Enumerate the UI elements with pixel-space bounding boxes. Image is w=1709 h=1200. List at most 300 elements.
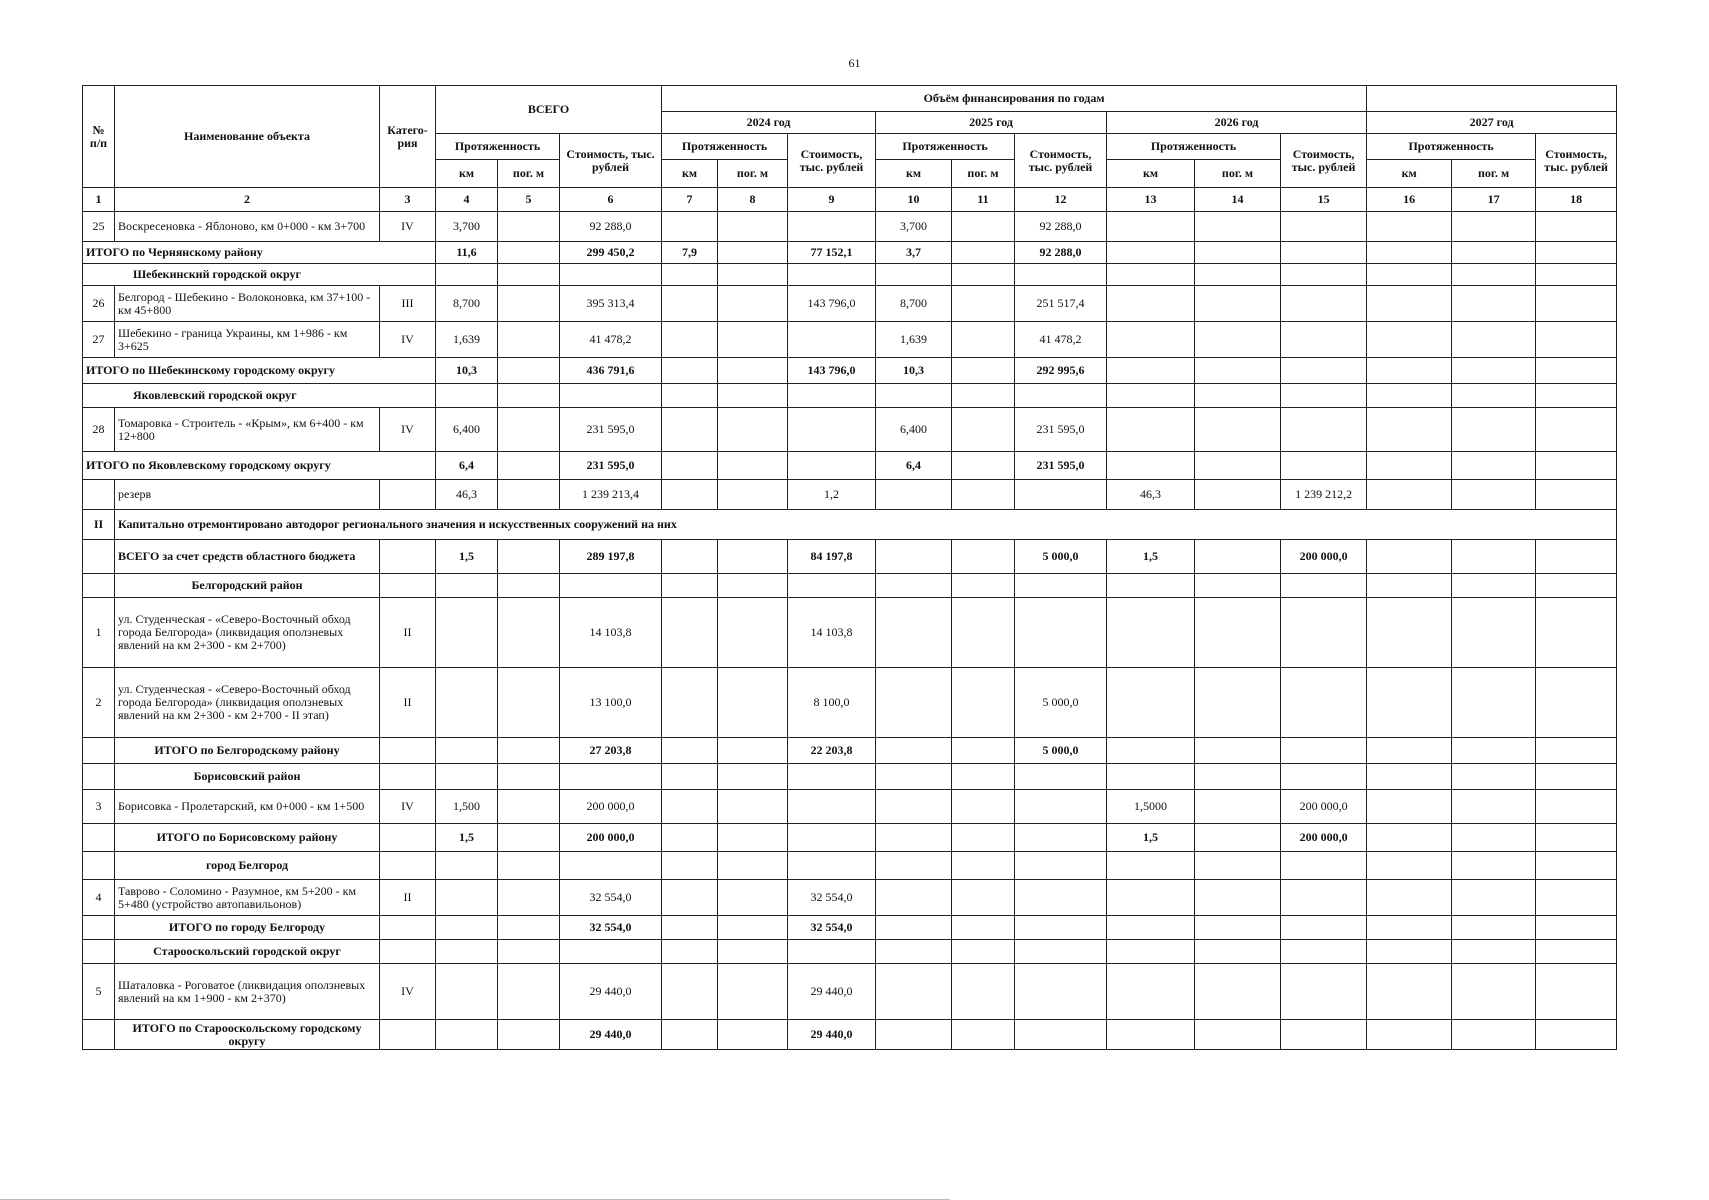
value-cell <box>1367 880 1452 916</box>
value-cell <box>1107 286 1195 322</box>
row-number <box>83 540 115 574</box>
value-cell <box>718 764 788 790</box>
value-cell <box>1015 384 1107 408</box>
value-cell <box>1367 574 1452 598</box>
table-row <box>83 790 1617 824</box>
value-cell <box>1367 322 1452 358</box>
category <box>380 540 436 574</box>
value-cell <box>1195 358 1281 384</box>
value-cell <box>1536 384 1617 408</box>
row-number: 3 <box>83 790 115 824</box>
value-cell <box>1107 940 1195 964</box>
value-cell <box>662 264 718 286</box>
value-cell <box>1452 574 1536 598</box>
value-cell <box>1195 384 1281 408</box>
value-cell <box>662 964 718 1020</box>
object-name: ул. Студенческая - «Северо-Восточный обход города Белгорода» (ликвидация оползневых явлений на км 2+300 - км 2+700 - II этап) <box>115 668 380 738</box>
value-cell <box>876 764 952 790</box>
value-cell <box>718 668 788 738</box>
column-number: 5 <box>498 188 560 212</box>
value-cell <box>1536 940 1617 964</box>
value-cell <box>1281 452 1367 480</box>
value-cell <box>1452 916 1536 940</box>
header-length: Протяженность <box>662 134 788 160</box>
value-cell <box>1195 286 1281 322</box>
value-cell <box>1452 598 1536 668</box>
category: IV <box>380 322 436 358</box>
value-cell <box>1281 764 1367 790</box>
value-cell <box>876 264 952 286</box>
value-cell <box>876 916 952 940</box>
value-cell <box>1195 212 1281 242</box>
header-name: Наименование объекта <box>115 86 380 188</box>
column-number: 15 <box>1281 188 1367 212</box>
value-cell <box>1195 242 1281 264</box>
value-cell <box>1195 824 1281 852</box>
value-cell <box>560 264 662 286</box>
value-cell <box>662 384 718 408</box>
value-cell <box>662 940 718 964</box>
category: II <box>380 668 436 738</box>
value-cell <box>952 916 1015 940</box>
value-cell: 231 595,0 <box>1015 452 1107 480</box>
value-cell: 32 554,0 <box>560 916 662 940</box>
column-number: 11 <box>952 188 1015 212</box>
value-cell <box>1452 212 1536 242</box>
value-cell <box>718 574 788 598</box>
row-number <box>83 824 115 852</box>
value-cell <box>952 824 1015 852</box>
table-row <box>83 574 1617 598</box>
value-cell <box>1195 738 1281 764</box>
value-cell: 5 000,0 <box>1015 540 1107 574</box>
value-cell <box>1452 824 1536 852</box>
header-year-2026: 2026 год <box>1107 112 1367 134</box>
value-cell <box>1107 668 1195 738</box>
value-cell <box>1015 852 1107 880</box>
table-row <box>83 212 1617 242</box>
value-cell <box>1107 264 1195 286</box>
row-number <box>83 852 115 880</box>
value-cell <box>498 852 560 880</box>
value-cell <box>952 480 1015 510</box>
value-cell <box>1195 852 1281 880</box>
value-cell <box>718 322 788 358</box>
header-m: пог. м <box>718 160 788 188</box>
object-name: Борисовка - Пролетарский, км 0+000 - км 1+500 <box>115 790 380 824</box>
value-cell <box>1452 242 1536 264</box>
value-cell: 8,700 <box>436 286 498 322</box>
value-cell <box>876 940 952 964</box>
value-cell <box>498 574 560 598</box>
value-cell <box>788 940 876 964</box>
value-cell <box>718 452 788 480</box>
value-cell <box>662 764 718 790</box>
value-cell <box>1107 574 1195 598</box>
value-cell: 1,639 <box>436 322 498 358</box>
column-number: 13 <box>1107 188 1195 212</box>
value-cell <box>436 964 498 1020</box>
value-cell <box>718 824 788 852</box>
header-year-2025: 2025 год <box>876 112 1107 134</box>
value-cell <box>1195 598 1281 668</box>
value-cell <box>662 1020 718 1050</box>
total-label: ИТОГО по Яковлевскому городскому округу <box>83 452 436 480</box>
column-number: 18 <box>1536 188 1617 212</box>
table-row <box>83 824 1617 852</box>
value-cell <box>788 452 876 480</box>
value-cell <box>1367 358 1452 384</box>
value-cell <box>1452 764 1536 790</box>
value-cell <box>876 964 952 1020</box>
value-cell <box>1452 852 1536 880</box>
value-cell <box>436 852 498 880</box>
value-cell <box>436 598 498 668</box>
value-cell <box>498 322 560 358</box>
value-cell <box>436 764 498 790</box>
value-cell: 1,5 <box>436 824 498 852</box>
value-cell <box>788 790 876 824</box>
value-cell <box>1107 598 1195 668</box>
value-cell <box>1107 408 1195 452</box>
value-cell: 5 000,0 <box>1015 668 1107 738</box>
table-row <box>83 880 1617 916</box>
value-cell: 200 000,0 <box>1281 790 1367 824</box>
value-cell <box>1367 964 1452 1020</box>
table-row <box>83 264 1617 286</box>
value-cell <box>1452 322 1536 358</box>
value-cell <box>1452 880 1536 916</box>
value-cell <box>436 916 498 940</box>
category <box>380 1020 436 1050</box>
value-cell: 1,2 <box>788 480 876 510</box>
value-cell <box>498 212 560 242</box>
value-cell: 14 103,8 <box>560 598 662 668</box>
value-cell <box>718 408 788 452</box>
category: II <box>380 598 436 668</box>
table-row <box>83 852 1617 880</box>
value-cell <box>876 738 952 764</box>
value-cell <box>952 738 1015 764</box>
value-cell <box>718 286 788 322</box>
value-cell <box>662 322 718 358</box>
value-cell <box>788 384 876 408</box>
header-km: км <box>1107 160 1195 188</box>
table-row <box>83 322 1617 358</box>
value-cell <box>1195 574 1281 598</box>
value-cell <box>662 852 718 880</box>
value-cell <box>1367 408 1452 452</box>
value-cell <box>662 824 718 852</box>
value-cell <box>1195 940 1281 964</box>
value-cell <box>788 322 876 358</box>
value-cell <box>952 264 1015 286</box>
value-cell <box>1195 964 1281 1020</box>
value-cell <box>1281 738 1367 764</box>
value-cell <box>662 452 718 480</box>
value-cell: 29 440,0 <box>788 964 876 1020</box>
value-cell <box>1107 852 1195 880</box>
value-cell: 1,5000 <box>1107 790 1195 824</box>
value-cell <box>788 408 876 452</box>
category <box>380 574 436 598</box>
value-cell <box>436 668 498 738</box>
value-cell <box>1367 940 1452 964</box>
value-cell <box>1536 574 1617 598</box>
value-cell <box>1015 940 1107 964</box>
value-cell <box>1107 384 1195 408</box>
value-cell <box>1367 212 1452 242</box>
value-cell <box>788 852 876 880</box>
row-number <box>83 1020 115 1050</box>
value-cell: 11,6 <box>436 242 498 264</box>
value-cell <box>436 738 498 764</box>
value-cell <box>436 264 498 286</box>
value-cell <box>1107 916 1195 940</box>
value-cell <box>1015 764 1107 790</box>
table-row <box>83 510 1617 540</box>
value-cell <box>1107 1020 1195 1050</box>
value-cell <box>1195 480 1281 510</box>
value-cell: 6,4 <box>876 452 952 480</box>
value-cell: 1,5 <box>1107 824 1195 852</box>
table-row <box>83 598 1617 668</box>
value-cell <box>876 1020 952 1050</box>
value-cell: 1,5 <box>1107 540 1195 574</box>
value-cell <box>1536 264 1617 286</box>
value-cell <box>1281 358 1367 384</box>
value-cell <box>1536 322 1617 358</box>
value-cell <box>1281 880 1367 916</box>
value-cell <box>498 916 560 940</box>
table-row <box>83 764 1617 790</box>
value-cell <box>1015 598 1107 668</box>
district-title: Старооскольский городской округ <box>115 940 380 964</box>
total-label: ИТОГО по Старооскольскому городскому округу <box>115 1020 380 1050</box>
value-cell: 22 203,8 <box>788 738 876 764</box>
value-cell <box>1107 880 1195 916</box>
header-length: Протяженность <box>876 134 1015 160</box>
value-cell <box>952 358 1015 384</box>
row-number: 1 <box>83 598 115 668</box>
value-cell <box>876 574 952 598</box>
value-cell: 231 595,0 <box>560 408 662 452</box>
total-label: ИТОГО по Белгородскому району <box>115 738 380 764</box>
value-cell <box>1107 358 1195 384</box>
value-cell: 3,700 <box>876 212 952 242</box>
value-cell: 92 288,0 <box>1015 212 1107 242</box>
value-cell <box>498 408 560 452</box>
value-cell <box>1536 880 1617 916</box>
value-cell <box>1195 880 1281 916</box>
value-cell <box>662 212 718 242</box>
value-cell: 3,7 <box>876 242 952 264</box>
value-cell: 29 440,0 <box>788 1020 876 1050</box>
value-cell <box>560 852 662 880</box>
value-cell <box>788 824 876 852</box>
value-cell <box>1107 764 1195 790</box>
value-cell <box>952 852 1015 880</box>
value-cell <box>1015 480 1107 510</box>
header-year-2027: 2027 год <box>1367 112 1617 134</box>
value-cell <box>1195 408 1281 452</box>
category <box>380 940 436 964</box>
value-cell: 46,3 <box>1107 480 1195 510</box>
value-cell <box>718 540 788 574</box>
value-cell: 143 796,0 <box>788 286 876 322</box>
value-cell <box>952 598 1015 668</box>
value-cell: 292 995,6 <box>1015 358 1107 384</box>
category: II <box>380 880 436 916</box>
object-name: ул. Студенческая - «Северо-Восточный обход города Белгорода» (ликвидация оползневых явлений на км 2+300 - км 2+700) <box>115 598 380 668</box>
header-funding-ext <box>1367 86 1617 112</box>
total-label: ИТОГО по Шебекинскому городскому округу <box>83 358 436 384</box>
district-title: Белгородский район <box>115 574 380 598</box>
column-number: 9 <box>788 188 876 212</box>
value-cell <box>498 358 560 384</box>
value-cell <box>560 384 662 408</box>
value-cell <box>1367 824 1452 852</box>
value-cell <box>498 286 560 322</box>
value-cell <box>436 1020 498 1050</box>
value-cell: 1 239 213,4 <box>560 480 662 510</box>
value-cell: 84 197,8 <box>788 540 876 574</box>
header-length: Протяженность <box>1107 134 1281 160</box>
value-cell: 10,3 <box>876 358 952 384</box>
value-cell <box>1015 824 1107 852</box>
value-cell <box>718 738 788 764</box>
value-cell <box>876 480 952 510</box>
table-row <box>83 480 1617 510</box>
object-name: Шаталовка - Роговатое (ликвидация оползневых явлений на км 1+900 - км 2+370) <box>115 964 380 1020</box>
header-length: Протяженность <box>1367 134 1536 160</box>
value-cell <box>1367 384 1452 408</box>
value-cell <box>662 358 718 384</box>
total-label: ИТОГО по Борисовскому району <box>115 824 380 852</box>
value-cell: 29 440,0 <box>560 964 662 1020</box>
value-cell <box>662 480 718 510</box>
header-cost: Стоимость, тыс. рублей <box>1015 134 1107 188</box>
value-cell <box>1281 384 1367 408</box>
value-cell <box>876 880 952 916</box>
value-cell <box>952 286 1015 322</box>
row-number <box>83 480 115 510</box>
category: IV <box>380 790 436 824</box>
value-cell <box>1452 408 1536 452</box>
value-cell <box>1452 1020 1536 1050</box>
header-cost: Стоимость, тыс. рублей <box>1536 134 1617 188</box>
value-cell <box>1452 790 1536 824</box>
value-cell <box>662 540 718 574</box>
row-number: 5 <box>83 964 115 1020</box>
value-cell <box>952 940 1015 964</box>
value-cell: 200 000,0 <box>560 790 662 824</box>
column-number: 17 <box>1452 188 1536 212</box>
header-no: № п/п <box>83 86 115 188</box>
value-cell <box>498 242 560 264</box>
value-cell <box>1536 738 1617 764</box>
row-number <box>83 764 115 790</box>
value-cell <box>1367 1020 1452 1050</box>
value-cell <box>718 598 788 668</box>
value-cell: 13 100,0 <box>560 668 662 738</box>
value-cell <box>662 408 718 452</box>
value-cell <box>788 764 876 790</box>
value-cell <box>718 964 788 1020</box>
value-cell <box>952 540 1015 574</box>
section-title: Капитально отремонтировано автодорог регионального значения и искусственных сооружений на них <box>115 510 1617 540</box>
value-cell <box>662 790 718 824</box>
value-cell <box>1452 358 1536 384</box>
header-m: пог. м <box>952 160 1015 188</box>
header-cost: Стоимость, тыс. рублей <box>1281 134 1367 188</box>
value-cell <box>1281 212 1367 242</box>
value-cell <box>876 790 952 824</box>
category <box>380 764 436 790</box>
value-cell <box>1367 480 1452 510</box>
value-cell: 289 197,8 <box>560 540 662 574</box>
value-cell <box>718 880 788 916</box>
value-cell <box>1452 940 1536 964</box>
value-cell <box>876 384 952 408</box>
value-cell <box>1281 322 1367 358</box>
value-cell <box>1452 480 1536 510</box>
value-cell <box>952 574 1015 598</box>
value-cell <box>1107 964 1195 1020</box>
table-row <box>83 242 1617 264</box>
page-number: 61 <box>848 56 861 70</box>
value-cell <box>1536 540 1617 574</box>
value-cell: 6,400 <box>876 408 952 452</box>
value-cell <box>718 1020 788 1050</box>
value-cell <box>1195 264 1281 286</box>
total-label: ИТОГО по Чернянскому району <box>83 242 436 264</box>
table-row <box>83 1020 1617 1050</box>
value-cell <box>498 964 560 1020</box>
value-cell <box>1536 964 1617 1020</box>
value-cell: 32 554,0 <box>788 880 876 916</box>
value-cell <box>1452 738 1536 764</box>
category: IV <box>380 408 436 452</box>
value-cell <box>718 480 788 510</box>
value-cell <box>1015 1020 1107 1050</box>
value-cell <box>1281 852 1367 880</box>
row-number <box>83 574 115 598</box>
value-cell <box>1107 322 1195 358</box>
value-cell <box>1195 790 1281 824</box>
value-cell <box>498 738 560 764</box>
category: IV <box>380 212 436 242</box>
row-number: 27 <box>83 322 115 358</box>
column-number: 2 <box>115 188 380 212</box>
header-km: км <box>876 160 952 188</box>
value-cell: 5 000,0 <box>1015 738 1107 764</box>
value-cell <box>876 852 952 880</box>
value-cell <box>1536 452 1617 480</box>
row-number <box>83 940 115 964</box>
value-cell <box>1107 452 1195 480</box>
value-cell <box>662 916 718 940</box>
section-number: II <box>83 510 115 540</box>
table-row <box>83 964 1617 1020</box>
column-number: 3 <box>380 188 436 212</box>
row-number: 4 <box>83 880 115 916</box>
value-cell <box>952 668 1015 738</box>
value-cell <box>718 790 788 824</box>
value-cell: 1,639 <box>876 322 952 358</box>
header-m: пог. м <box>1452 160 1536 188</box>
value-cell: 231 595,0 <box>1015 408 1107 452</box>
